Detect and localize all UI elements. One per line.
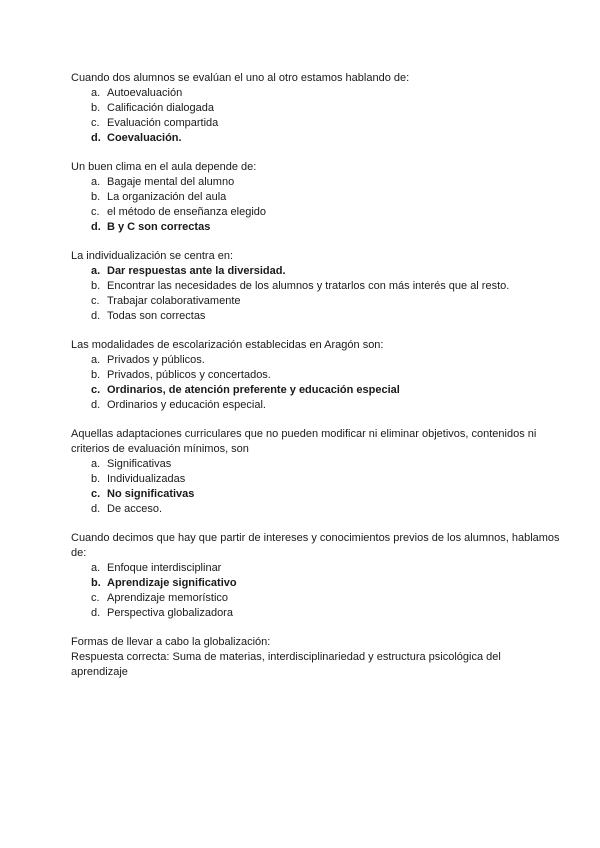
option-item-correct: [91, 383, 560, 398]
option-letter: a.: [91, 354, 101, 366]
option-list: [71, 264, 560, 324]
question-7: [71, 635, 560, 680]
option-item: [91, 205, 560, 220]
option-item: [91, 116, 560, 131]
option-item: [91, 368, 560, 383]
option-item: [91, 175, 560, 190]
option-text: De acceso.: [107, 503, 163, 515]
option-item: [91, 190, 560, 205]
question-3: [71, 249, 560, 324]
option-letter: b.: [91, 191, 101, 203]
option-text: Aprendizaje memorístico: [107, 592, 229, 604]
option-list: [71, 353, 560, 413]
option-letter: d.: [91, 310, 101, 322]
option-text: el método de enseñanza elegido: [107, 206, 267, 218]
option-letter: c.: [91, 206, 100, 218]
option-item: [91, 591, 560, 606]
option-item: [91, 353, 560, 368]
option-item-correct: [91, 576, 560, 591]
option-text: Encontrar las necesidades de los alumnos y tratarlos con más interés que al resto.: [107, 280, 510, 292]
option-letter: d.: [91, 132, 101, 144]
question-prompt: Aquellas adaptaciones curriculares que no pueden modificar ni eliminar objetivos, contenidos ni criterios de evaluación mínimos, son: [71, 428, 537, 455]
answer-text: Respuesta correcta: Suma de materias, interdisciplinariedad y estructura psicológica del aprendizaje: [71, 651, 501, 678]
option-letter: a.: [91, 176, 101, 188]
question-prompt: La individualización se centra en:: [71, 250, 234, 262]
option-letter: c.: [91, 117, 100, 129]
option-list: [71, 175, 560, 235]
option-item: [91, 279, 560, 294]
option-text: Enfoque interdisciplinar: [107, 562, 222, 574]
question-prompt: Las modalidades de escolarización establecidas en Aragón son:: [71, 339, 384, 351]
question-6: [71, 531, 560, 621]
option-letter: d.: [91, 503, 101, 515]
option-list: [71, 561, 560, 621]
question-4: [71, 338, 560, 413]
option-text: Significativas: [107, 458, 172, 470]
option-item: [91, 457, 560, 472]
option-letter: d.: [91, 607, 101, 619]
option-text: Aprendizaje significativo: [107, 577, 237, 589]
option-letter: a.: [91, 458, 101, 470]
option-item-correct: [91, 131, 560, 146]
option-letter: b.: [91, 473, 101, 485]
option-item: [91, 561, 560, 576]
option-text: Perspectiva globalizadora: [107, 607, 233, 619]
question-5: [71, 427, 560, 517]
option-text: Privados y públicos.: [107, 354, 205, 366]
option-text: Calificación dialogada: [107, 102, 215, 114]
option-text: Privados, públicos y concertados.: [107, 369, 271, 381]
option-text: Ordinarios y educación especial.: [107, 399, 266, 411]
option-text: Individualizadas: [107, 473, 186, 485]
option-item: [91, 309, 560, 324]
option-letter: a.: [91, 265, 101, 277]
question-prompt: Formas de llevar a cabo la globalización:: [71, 636, 271, 648]
option-item: [91, 606, 560, 621]
option-text: Todas son correctas: [107, 310, 206, 322]
option-letter: b.: [91, 280, 101, 292]
option-text: Dar respuestas ante la diversidad.: [107, 265, 286, 277]
option-item: [91, 502, 560, 517]
option-letter: c.: [91, 592, 100, 604]
option-list: [71, 457, 560, 517]
question-prompt: Cuando decimos que hay que partir de intereses y conocimientos previos de los alumnos, hablamos de:: [71, 532, 560, 559]
question-1: [71, 71, 560, 146]
option-item: [91, 101, 560, 116]
option-text: La organización del aula: [107, 191, 227, 203]
option-item: [91, 398, 560, 413]
option-text: Ordinarios, de atención preferente y educación especial: [107, 384, 400, 396]
option-letter: b.: [91, 369, 101, 381]
option-text: Bagaje mental del alumno: [107, 176, 235, 188]
option-text: Trabajar colaborativamente: [107, 295, 241, 307]
question-prompt: Un buen clima en el aula depende de:: [71, 161, 257, 173]
option-item-correct: [91, 264, 560, 279]
option-item-correct: [91, 220, 560, 235]
option-letter: b.: [91, 577, 101, 589]
option-text: Evaluación compartida: [107, 117, 219, 129]
option-letter: c.: [91, 295, 100, 307]
question-2: [71, 160, 560, 235]
option-letter: c.: [91, 488, 101, 500]
option-item: [91, 472, 560, 487]
option-letter: a.: [91, 87, 101, 99]
question-prompt: Cuando dos alumnos se evalúan el uno al otro estamos hablando de:: [71, 72, 410, 84]
option-text: Coevaluación.: [107, 132, 182, 144]
option-letter: a.: [91, 562, 101, 574]
option-letter: d.: [91, 399, 101, 411]
option-item: [91, 86, 560, 101]
option-letter: b.: [91, 102, 101, 114]
option-text: B y C son correctas: [107, 221, 211, 233]
option-text: Autoevaluación: [107, 87, 183, 99]
option-item-correct: [91, 487, 560, 502]
option-text: No significativas: [107, 488, 195, 500]
option-list: [71, 86, 560, 146]
option-letter: d.: [91, 221, 101, 233]
option-item: [91, 294, 560, 309]
option-letter: c.: [91, 384, 101, 396]
